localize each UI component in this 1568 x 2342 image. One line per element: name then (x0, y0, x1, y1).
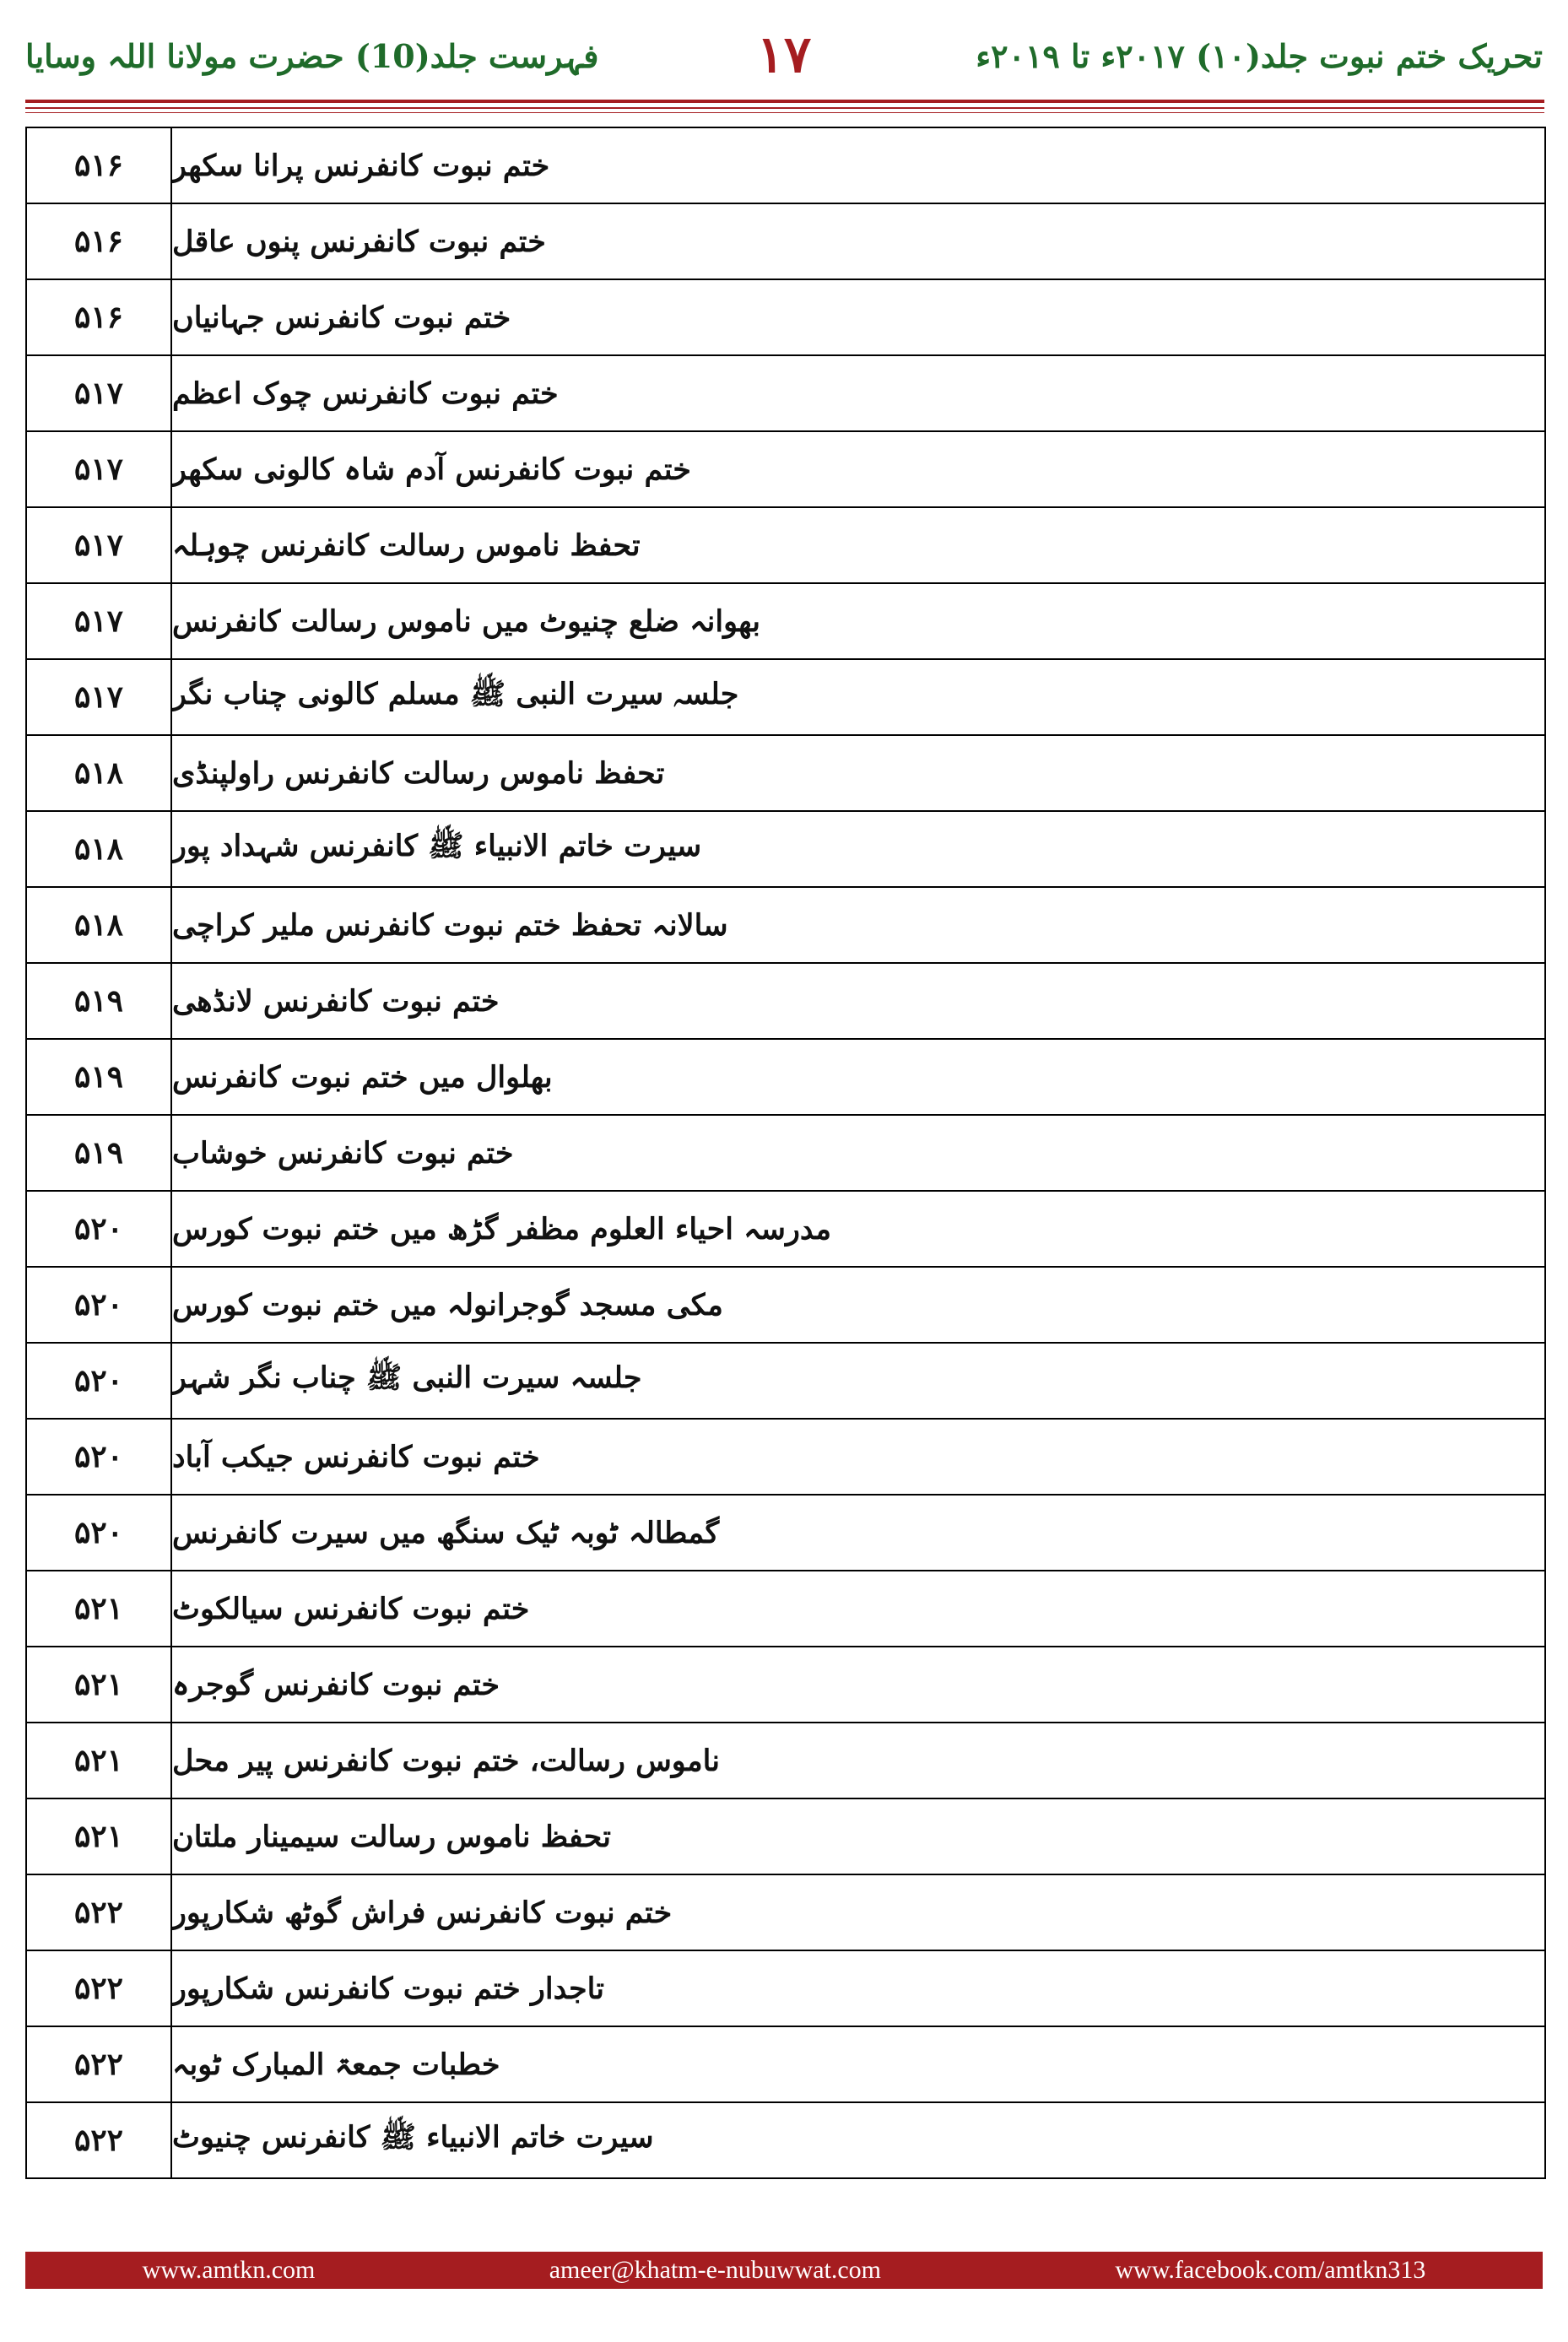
toc-page-number: ۵۲۱ (27, 1723, 172, 1798)
toc-row (27, 1875, 1544, 1951)
toc-row (27, 356, 1544, 432)
toc-row (27, 1571, 1544, 1647)
volume-index-title: فہرست جلد(10) حضرت مولانا اللہ وسایا (25, 37, 599, 75)
toc-entry-title: تاجدار ختم نبوت کانفرنس شکارپور (172, 1971, 604, 2006)
toc-page-number: ۵۲۰ (27, 1344, 172, 1418)
toc-entry-title: تحفظ ناموس رسالت کانفرنس چوہلہ (172, 527, 641, 563)
toc-row (27, 508, 1544, 584)
toc-row (27, 1647, 1544, 1723)
book-title: تحریک ختم نبوت جلد(۱۰) ۲۰۱۷ء تا ۲۰۱۹ء (976, 37, 1543, 75)
toc-page-number: ۵۲۰ (27, 1268, 172, 1342)
page-number: ۱۷ (756, 25, 812, 84)
toc-page-number: ۵۱۹ (27, 964, 172, 1038)
toc-entry-title: ختم نبوت کانفرنس پنوں عاقل (172, 224, 546, 259)
toc-entry-title: ختم نبوت کانفرنس سیالکوٹ (172, 1591, 530, 1626)
toc-row (27, 1268, 1544, 1344)
header-divider (25, 100, 1544, 103)
toc-page-number: ۵۱۷ (27, 584, 172, 658)
toc-entry-title: خطبات جمعۃ المبارک ٹوبہ (172, 2047, 500, 2082)
page-footer (25, 2252, 1543, 2289)
page-header (25, 25, 1543, 93)
toc-page-number: ۵۲۰ (27, 1192, 172, 1266)
toc-page-number: ۵۲۲ (27, 1951, 172, 2026)
toc-row (27, 204, 1544, 280)
toc-entry-title: مدرسہ احیاء العلوم مظفر گڑھ میں ختم نبوت کورس (172, 1211, 832, 1247)
toc-page-number: ۵۱۶ (27, 204, 172, 279)
toc-page-number: ۵۲۲ (27, 2027, 172, 2101)
header-divider (25, 112, 1544, 113)
toc-entry-title: ختم نبوت کانفرنس جیکب آباد (172, 1439, 540, 1474)
facebook-link[interactable]: www.facebook.com/amtkn313 (1115, 2256, 1426, 2284)
toc-row (27, 812, 1544, 888)
toc-row (27, 1192, 1544, 1268)
toc-entry-title: ختم نبوت کانفرنس جہانیاں (172, 300, 511, 335)
toc-entry-title: ختم نبوت کانفرنس گوجرہ (172, 1667, 500, 1702)
toc-row (27, 2027, 1544, 2103)
toc-page-number: ۵۱۸ (27, 736, 172, 810)
toc-page-number: ۵۱۶ (27, 280, 172, 354)
toc-row (27, 736, 1544, 812)
toc-page-number: ۵۲۲ (27, 1875, 172, 1950)
toc-row (27, 1799, 1544, 1875)
toc-page-number: ۵۱۷ (27, 508, 172, 582)
table-of-contents (25, 127, 1546, 2179)
toc-entry-title: ختم نبوت کانفرنس لانڈھی (172, 983, 500, 1019)
toc-page-number: ۵۱۷ (27, 356, 172, 430)
toc-entry-title: مکی مسجد گوجرانولہ میں ختم نبوت کورس (172, 1287, 723, 1322)
toc-entry-title: ختم نبوت کانفرنس پرانا سکھر (172, 148, 550, 183)
toc-row (27, 1420, 1544, 1496)
toc-entry-title: جلسہ سیرت النبی ﷺ مسلم کالونی چناب نگر (172, 676, 739, 711)
toc-page-number: ۵۱۸ (27, 812, 172, 886)
toc-entry-title: ختم نبوت کانفرنس آدم شاہ کالونی سکھر (172, 452, 691, 487)
toc-row (27, 1723, 1544, 1799)
toc-row (27, 888, 1544, 964)
toc-entry-title: جلسہ سیرت النبی ﷺ چناب نگر شہر (172, 1360, 642, 1395)
toc-entry-title: ختم نبوت کانفرنس چوک اعظم (172, 376, 559, 411)
toc-row (27, 280, 1544, 356)
toc-page-number: ۵۱۷ (27, 660, 172, 734)
website-link[interactable]: www.amtkn.com (142, 2256, 316, 2284)
toc-row (27, 584, 1544, 660)
toc-entry-title: ختم نبوت کانفرنس فراش گوٹھ شکارپور (172, 1895, 673, 1930)
toc-entry-title: بھلوال میں ختم نبوت کانفرنس (172, 1059, 553, 1095)
toc-row (27, 1344, 1544, 1420)
toc-entry-title: گمطالہ ٹوبہ ٹیک سنگھ میں سیرت کانفرنس (172, 1515, 720, 1550)
toc-entry-title: سیرت خاتم الانبیاء ﷺ کانفرنس چنیوٹ (172, 2119, 654, 2155)
toc-row (27, 2103, 1544, 2179)
toc-row (27, 1951, 1544, 2027)
toc-page-number: ۵۱۹ (27, 1116, 172, 1190)
toc-page-number: ۵۲۱ (27, 1647, 172, 1722)
toc-row (27, 1116, 1544, 1192)
toc-row (27, 660, 1544, 736)
toc-page-number: ۵۲۲ (27, 2103, 172, 2177)
toc-entry-title: تحفظ ناموس رسالت سیمینار ملتان (172, 1819, 611, 1854)
toc-entry-title: بھوانہ ضلع چنیوٹ میں ناموس رسالت کانفرنس (172, 603, 761, 639)
toc-page-number: ۵۱۶ (27, 128, 172, 203)
toc-page-number: ۵۲۰ (27, 1496, 172, 1570)
toc-entry-title: تحفظ ناموس رسالت کانفرنس راولپنڈی (172, 755, 665, 791)
toc-row (27, 964, 1544, 1040)
toc-row (27, 1040, 1544, 1116)
toc-row (27, 432, 1544, 508)
toc-entry-title: سیرت خاتم الانبیاء ﷺ کانفرنس شہداد پور (172, 828, 702, 863)
toc-page-number: ۵۲۱ (27, 1571, 172, 1646)
toc-page-number: ۵۱۹ (27, 1040, 172, 1114)
toc-entry-title: ناموس رسالت، ختم نبوت کانفرنس پیر محل (172, 1743, 721, 1778)
toc-page-number: ۵۲۰ (27, 1420, 172, 1494)
email-link[interactable]: ameer@khatm-e-nubuwwat.com (549, 2256, 882, 2284)
toc-page-number: ۵۱۸ (27, 888, 172, 962)
toc-page-number: ۵۲۱ (27, 1799, 172, 1874)
toc-row (27, 128, 1544, 204)
toc-entry-title: سالانہ تحفظ ختم نبوت کانفرنس ملیر کراچی (172, 907, 728, 943)
toc-entry-title: ختم نبوت کانفرنس خوشاب (172, 1135, 514, 1171)
header-divider (25, 107, 1544, 109)
toc-row (27, 1496, 1544, 1571)
toc-page-number: ۵۱۷ (27, 432, 172, 506)
